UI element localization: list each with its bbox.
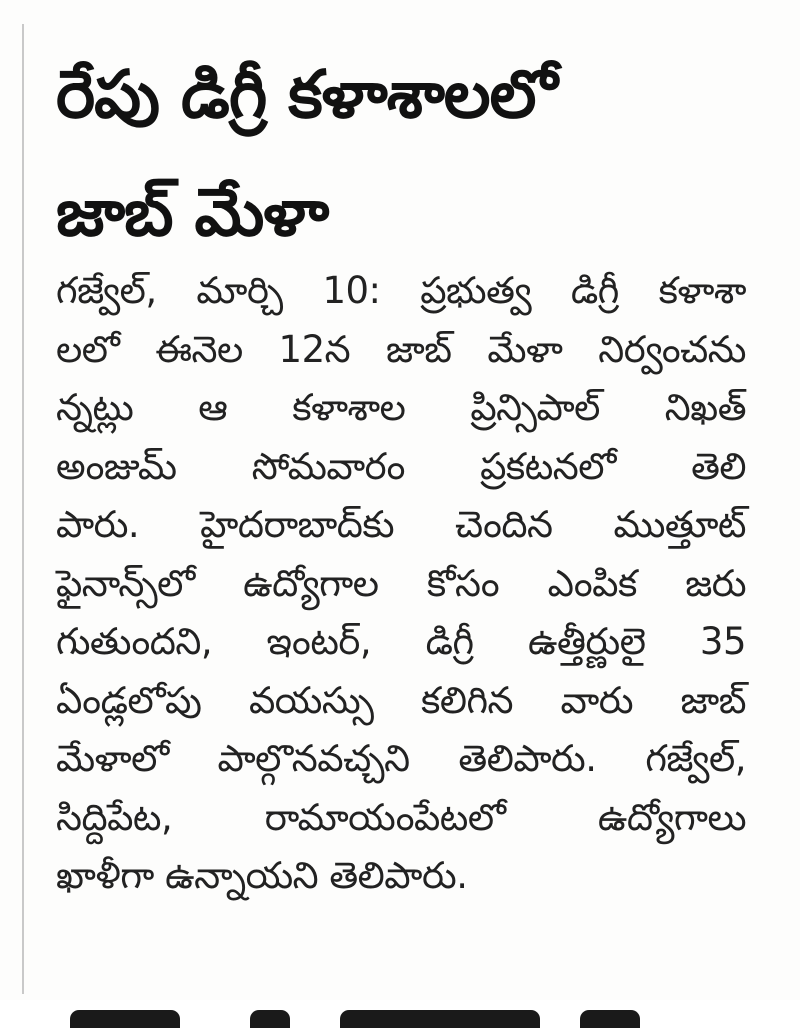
body-line: లలో ఈనెల 12న జాబ్ మేళా నిర్వంచను bbox=[56, 327, 746, 371]
body-line: ఏండ్లలోపు వయస్సు కలిగిన వారు జాబ్ bbox=[56, 678, 746, 722]
body-line: ఖాళీగా ఉన్నాయని తెలిపారు. bbox=[56, 854, 468, 897]
cropped-text-fragment bbox=[340, 1010, 540, 1028]
body-line: గుతుందని, ఇంటర్, డిగ్రీ ఉత్తీర్ణులై 35 bbox=[56, 620, 746, 663]
column-divider bbox=[22, 24, 24, 994]
article-headline bbox=[56, 36, 776, 272]
body-line: గజ్వేల్, మార్చి 10: ప్రభుత్వ డిగ్రీ కళాశా bbox=[56, 269, 746, 312]
body-line: మేళాలో పాల్గొనవచ్చని తెలిపారు. గజ్వేల్, bbox=[56, 737, 746, 780]
article-body bbox=[56, 262, 746, 906]
body-line: సిద్దిపేట, రామాయంపేటలో ఉద్యోగాలు bbox=[56, 795, 746, 839]
cropped-text-fragment bbox=[250, 1010, 290, 1028]
body-line: న్నట్లు ఆ కళాశాల ప్రిన్సిపాల్ నిఖత్ bbox=[56, 386, 746, 429]
body-line: ఫైనాన్స్‌లో ఉద్యోగాల కోసం ఎంపిక జరు bbox=[56, 561, 746, 605]
body-line: పారు. హైదరాబాద్‌కు చెందిన ముత్తూట్ bbox=[56, 503, 746, 546]
headline-line-1: రేపు డిగ్రీ కళాశాలలో bbox=[56, 56, 557, 133]
body-line: అంజుమ్ సోమవారం ప్రకటనలో తెలి bbox=[56, 444, 746, 488]
cropped-text-fragment bbox=[70, 1010, 180, 1028]
cropped-text-fragment bbox=[580, 1010, 640, 1028]
headline-line-2: జాబ్ మేళా bbox=[56, 174, 329, 251]
